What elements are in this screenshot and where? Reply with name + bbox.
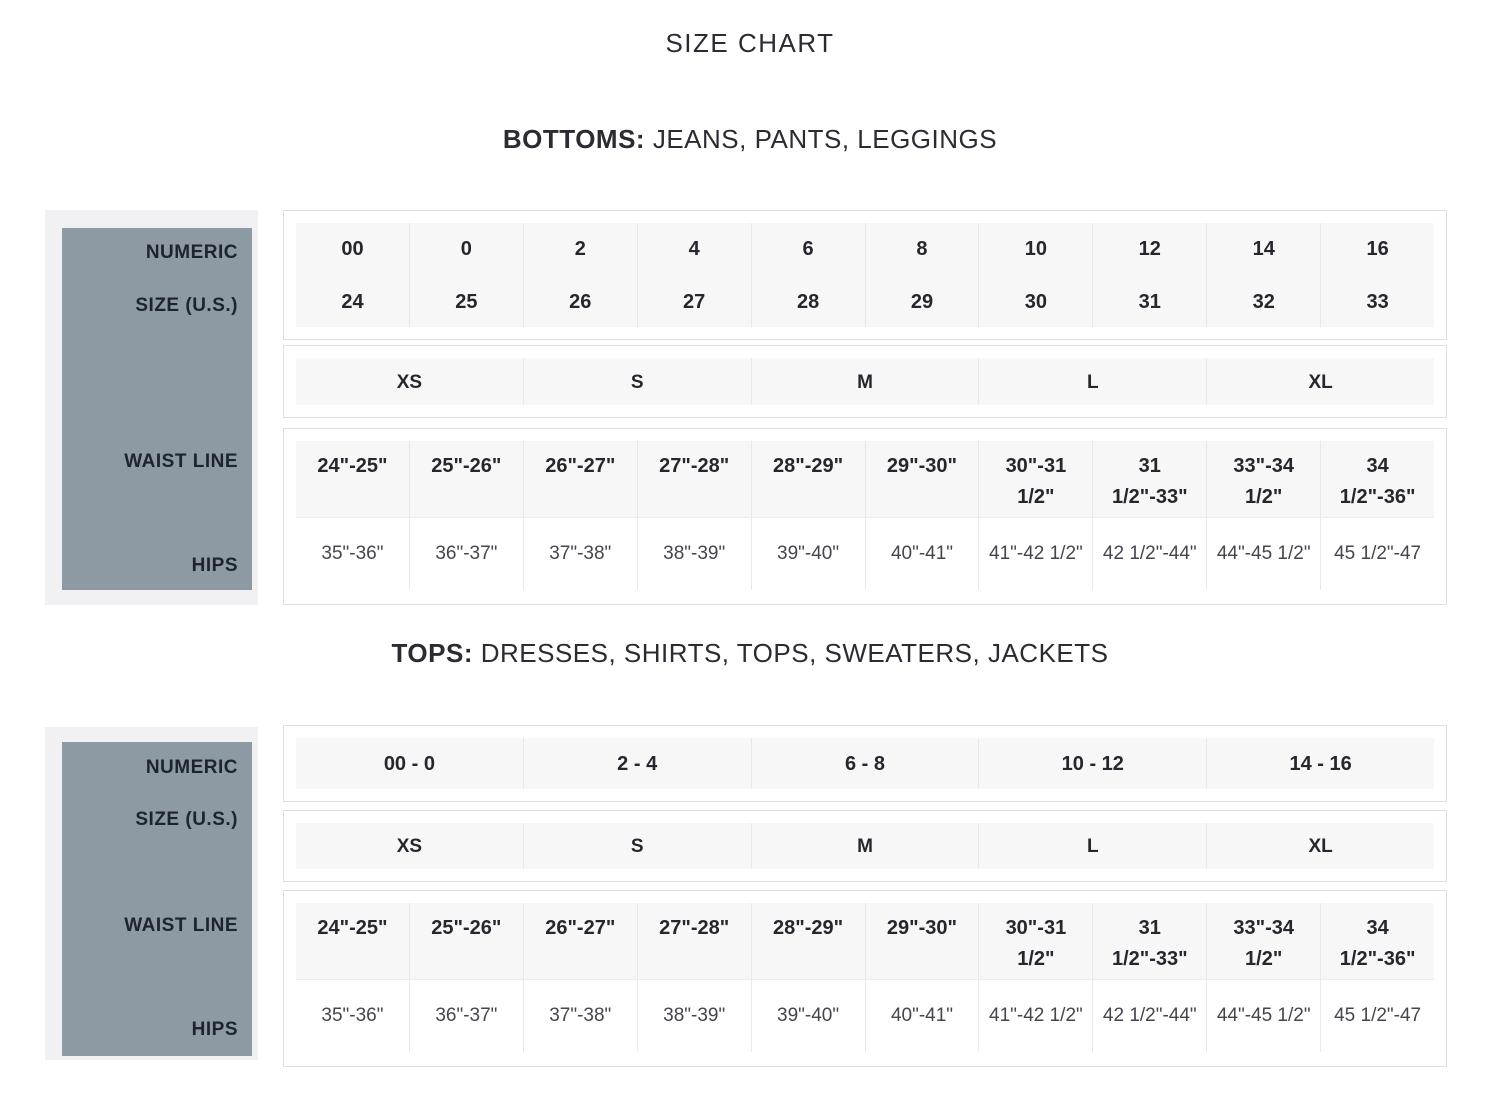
bottoms-size-cell-value: 33 xyxy=(1366,291,1389,313)
tops-waist-cell: 27"-28" xyxy=(637,903,751,979)
bottoms-letter-cell xyxy=(523,358,751,405)
bottoms-waist-row xyxy=(296,441,1434,518)
bottoms-size-cell-value: 28 xyxy=(796,291,820,313)
bottoms-letter-cell-value: M xyxy=(857,372,873,393)
bottoms-waist-cell: 31 1/2"-33" xyxy=(1092,441,1206,517)
tops-letter-size-table xyxy=(283,810,1447,882)
tops-letter-cell xyxy=(523,823,751,869)
tops-waist-cell: 31 1/2"-33" xyxy=(1092,903,1206,979)
tops-hips-cell: 39"-40" xyxy=(751,980,865,1052)
tops-hips-cell: 35"-36" xyxy=(321,1004,384,1026)
bottoms-size-cell-value: 16 xyxy=(1366,238,1389,260)
tops-label-numeric: NUMERIC xyxy=(145,757,238,778)
bottoms-size-cell-value: 27 xyxy=(683,291,706,313)
tops-letter-size-row xyxy=(296,823,1434,869)
bottoms-letter-size-table xyxy=(283,345,1447,418)
tops-waist-row xyxy=(296,903,1434,980)
tops-size-cell xyxy=(978,738,1206,789)
bottoms-waist-cell: 27"-28" xyxy=(637,441,751,517)
tops-waist-cell: 30"-31 1/2" xyxy=(978,903,1092,979)
bottoms-label-numeric: NUMERIC xyxy=(145,242,238,263)
tops-row-label-panel xyxy=(45,727,258,1060)
tops-measurements-rows xyxy=(296,903,1434,1052)
bottoms-letter-cell xyxy=(296,358,523,405)
tops-hips-cell: 44"-45 1/2" xyxy=(1206,980,1320,1052)
bottoms-size-cell xyxy=(1320,223,1434,327)
bottoms-label-hips: HIPS xyxy=(191,555,238,576)
tops-size-cell-value: 6 - 8 xyxy=(844,753,885,775)
bottoms-size-cell xyxy=(865,223,979,327)
tops-waist-cell: 26"-27" xyxy=(523,903,637,979)
bottoms-waist-cell: 30"-31 1/2" xyxy=(978,441,1092,517)
bottoms-size-cell-value: 0 xyxy=(460,238,472,260)
tops-size-cell xyxy=(523,738,751,789)
bottoms-hips-row xyxy=(296,518,1434,590)
bottoms-size-cell-value: 32 xyxy=(1252,291,1275,313)
bottoms-size-cell-value: 2 xyxy=(574,238,586,260)
bottoms-label-size-us: SIZE (U.S.) xyxy=(135,295,238,316)
bottoms-size-cell-value: 8 xyxy=(916,238,928,260)
bottoms-size-cell xyxy=(978,223,1092,327)
bottoms-size-cell-value: 00 xyxy=(341,238,364,260)
bottoms-heading-category: BOTTOMS: xyxy=(502,124,646,154)
bottoms-size-cell-value: 30 xyxy=(1024,291,1048,313)
tops-hips-cell: 40"-41" xyxy=(865,980,979,1052)
bottoms-numeric-size-row xyxy=(296,223,1434,327)
tops-heading-category: TOPS: xyxy=(391,638,473,668)
tops-letter-cell-value: S xyxy=(630,836,644,857)
bottoms-waist-cell: 34 1/2"-36" xyxy=(1320,441,1434,517)
tops-letter-cell-value: L xyxy=(1086,836,1099,857)
bottoms-measurements-rows xyxy=(296,441,1434,590)
tops-label-waist: WAIST LINE xyxy=(124,915,238,936)
bottoms-size-cell-value: 26 xyxy=(569,291,592,313)
bottoms-hips-cell: 37"-38" xyxy=(523,518,637,590)
tops-hips-cell: 42 1/2"-44" xyxy=(1092,980,1206,1052)
tops-letter-cell xyxy=(751,823,979,869)
bottoms-hips-cell: 41"-42 1/2" xyxy=(978,518,1092,590)
tops-size-cell-value: 2 - 4 xyxy=(617,753,658,775)
bottoms-size-cell xyxy=(637,223,751,327)
tops-heading-items: DRESSES, SHIRTS, TOPS, SWEATERS, JACKETS xyxy=(472,638,1109,668)
bottoms-hips-cell: 45 1/2"-47 xyxy=(1320,518,1434,590)
bottoms-letter-cell xyxy=(751,358,979,405)
bottoms-waist-cell: 28"-29" xyxy=(751,441,865,517)
tops-measurements-table xyxy=(283,890,1447,1067)
bottoms-size-cell-value: 6 xyxy=(802,238,814,260)
tops-waist-cell: 24"-25" xyxy=(296,903,409,979)
bottoms-letter-size-row xyxy=(296,358,1434,405)
bottoms-label-waist: WAIST LINE xyxy=(124,451,238,472)
bottoms-hips-cell: 39"-40" xyxy=(751,518,865,590)
bottoms-waist-cell: 26"-27" xyxy=(523,441,637,517)
bottoms-measurements-table xyxy=(283,428,1447,605)
bottoms-size-cell-value: 12 xyxy=(1138,238,1161,260)
tops-letter-cell-value: XS xyxy=(396,836,423,857)
tops-size-cell-value: 14 - 16 xyxy=(1289,753,1352,775)
bottoms-size-cell xyxy=(523,223,637,327)
bottoms-hips-cell: 35"-36" xyxy=(321,542,384,564)
tops-numeric-size-table xyxy=(283,725,1447,802)
bottoms-hips-cell: 38"-39" xyxy=(637,518,751,590)
bottoms-letter-cell-value: XL xyxy=(1308,372,1333,393)
bottoms-waist-cell: 25"-26" xyxy=(409,441,523,517)
tops-waist-cell: 29"-30" xyxy=(865,903,979,979)
bottoms-hips-cell: 36"-37" xyxy=(409,518,523,590)
tops-size-cell xyxy=(1206,738,1434,789)
bottoms-heading-items: JEANS, PANTS, LEGGINGS xyxy=(645,124,998,154)
bottoms-row-label-panel xyxy=(45,210,258,605)
tops-letter-cell-value: M xyxy=(857,836,873,857)
bottoms-row-label-box xyxy=(62,228,252,590)
tops-waist-cell: 28"-29" xyxy=(751,903,865,979)
bottoms-letter-cell-value: L xyxy=(1086,372,1099,393)
bottoms-waist-cell: 24"-25" xyxy=(296,441,409,517)
bottoms-size-cell xyxy=(751,223,865,327)
bottoms-size-cell-value: 14 xyxy=(1252,238,1275,260)
tops-hips-cell: 36"-37" xyxy=(409,980,523,1052)
bottoms-hips-cell: 42 1/2"-44" xyxy=(1092,518,1206,590)
bottoms-waist-cell: 33"-34 1/2" xyxy=(1206,441,1320,517)
bottoms-size-cell-value: 24 xyxy=(341,291,364,313)
tops-size-cell-value: 00 - 0 xyxy=(383,753,435,775)
tops-waist-cell: 25"-26" xyxy=(409,903,523,979)
tops-hips-cell: 45 1/2"-47 xyxy=(1320,980,1434,1052)
tops-row-label-box xyxy=(62,742,252,1056)
bottoms-hips-cell: 40"-41" xyxy=(865,518,979,590)
bottoms-letter-cell xyxy=(1206,358,1434,405)
tops-size-cell xyxy=(296,738,523,789)
bottoms-size-cell-value: 31 xyxy=(1138,291,1161,313)
bottoms-letter-cell-value: XS xyxy=(396,372,423,393)
tops-hips-cell: 41"-42 1/2" xyxy=(978,980,1092,1052)
bottoms-size-cell xyxy=(296,223,409,327)
bottoms-size-cell-value: 29 xyxy=(910,291,934,313)
bottoms-size-cell-value: 4 xyxy=(688,238,700,260)
tops-hips-row xyxy=(296,980,1434,1052)
bottoms-waist-cell: 29"-30" xyxy=(865,441,979,517)
tops-waist-cell: 34 1/2"-36" xyxy=(1320,903,1434,979)
bottoms-section-heading xyxy=(0,124,1500,155)
tops-letter-cell xyxy=(1206,823,1434,869)
page-title: SIZE CHART xyxy=(665,28,835,58)
bottoms-size-cell-value: 25 xyxy=(455,291,478,313)
bottoms-letter-cell xyxy=(978,358,1206,405)
tops-numeric-size-row xyxy=(296,738,1434,789)
tops-section-heading xyxy=(0,638,1500,669)
tops-letter-cell-value: XL xyxy=(1308,836,1333,857)
bottoms-size-cell xyxy=(1206,223,1320,327)
tops-letter-cell xyxy=(296,823,523,869)
tops-hips-cell: 37"-38" xyxy=(523,980,637,1052)
bottoms-size-cell xyxy=(1092,223,1206,327)
tops-hips-cell: 38"-39" xyxy=(637,980,751,1052)
bottoms-hips-cell: 44"-45 1/2" xyxy=(1206,518,1320,590)
tops-size-cell xyxy=(751,738,979,789)
tops-letter-cell xyxy=(978,823,1206,869)
tops-label-size-us: SIZE (U.S.) xyxy=(135,809,238,830)
tops-size-cell-value: 10 - 12 xyxy=(1061,753,1124,775)
bottoms-size-cell xyxy=(409,223,523,327)
bottoms-size-cell-value: 10 xyxy=(1024,238,1048,260)
bottoms-numeric-size-table xyxy=(283,210,1447,340)
tops-waist-cell: 33"-34 1/2" xyxy=(1206,903,1320,979)
bottoms-letter-cell-value: S xyxy=(630,372,644,393)
tops-label-hips: HIPS xyxy=(191,1019,238,1040)
